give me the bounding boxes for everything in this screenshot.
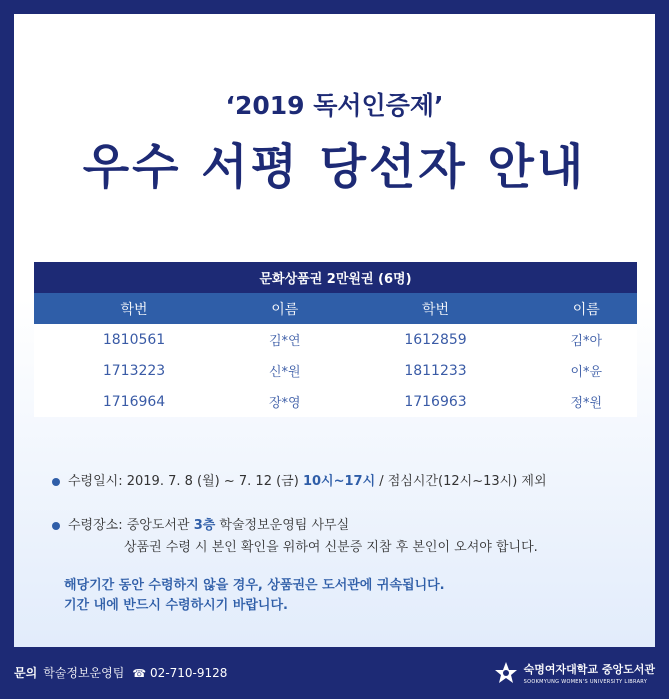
student-id-cell: 1713223 xyxy=(102,362,166,379)
winners-table xyxy=(34,262,637,417)
contact-team: 학술정보운영팀 xyxy=(43,666,125,680)
student-id-cell: 1810561 xyxy=(102,331,166,348)
table-caption-row xyxy=(34,262,637,293)
footer-bar xyxy=(0,647,669,699)
column-header-name: 이름 xyxy=(234,293,335,324)
table-caption: 문화상품권 2만원권 (6명) xyxy=(34,262,637,293)
name-cell: 정*원 xyxy=(570,396,603,411)
poster-body xyxy=(14,14,655,647)
phone-icon: ☎ xyxy=(132,667,147,680)
table-row xyxy=(34,386,637,417)
pickup-id-note: 상품권 수령 시 본인 확인을 위하여 신분증 지참 후 본인이 오셔야 합니다. xyxy=(124,540,538,555)
student-id-cell: 1612859 xyxy=(404,331,467,348)
pickup-place-suffix: 학술정보운영팀 사무실 xyxy=(215,518,350,533)
page-subtitle: ‘2019 독서인증제’ xyxy=(225,91,444,120)
name-cell: 신*원 xyxy=(268,365,301,380)
pickup-place-label: 수령장소: 중앙도서관 xyxy=(68,518,190,533)
contact-label: 문의 xyxy=(14,666,38,680)
column-header-student-id: 학번 xyxy=(34,293,234,324)
student-id-cell: 1716964 xyxy=(102,393,166,410)
pickup-place-info xyxy=(52,514,349,533)
pickup-date-info xyxy=(52,470,547,489)
star-emblem-icon xyxy=(494,661,518,685)
bullet-icon xyxy=(52,522,60,530)
library-logo xyxy=(494,657,655,689)
pickup-date-label: 수령일시: 2019. 7. 8 (월) ~ 7. 12 (금) xyxy=(68,474,299,489)
name-cell: 김*연 xyxy=(268,334,301,349)
name-cell: 이*윤 xyxy=(570,365,603,380)
column-header-student-id: 학번 xyxy=(335,293,535,324)
contact-info xyxy=(14,647,227,699)
student-id-cell: 1811233 xyxy=(404,362,467,379)
table-row xyxy=(34,355,637,386)
page-title: 우수 서평 당선자 안내 xyxy=(82,139,587,195)
student-id-cell: 1716963 xyxy=(404,393,467,410)
bullet-icon xyxy=(52,478,60,486)
notice-line-1: 해당기간 동안 수령하지 않을 경우, 상품권은 도서관에 귀속됩니다. xyxy=(64,578,445,593)
contact-phone: 02-710-9128 xyxy=(150,666,228,680)
notice-line-2: 기간 내에 반드시 수령하시기 바랍니다. xyxy=(64,598,288,613)
pickup-floor: 3층 xyxy=(193,518,216,533)
logo-text-english: SOOKMYUNG WOMEN'S UNIVERSITY LIBRARY xyxy=(523,679,648,685)
name-cell: 장*영 xyxy=(268,396,301,411)
pickup-hours: 10시~17시 xyxy=(302,474,376,489)
table-row xyxy=(34,324,637,355)
table-header-row xyxy=(34,293,637,324)
name-cell: 김*아 xyxy=(570,334,603,349)
pickup-date-suffix: / 점심시간(12시~13시) 제외 xyxy=(375,474,547,489)
column-header-name: 이름 xyxy=(536,293,637,324)
logo-text-korean: 숙명여자대학교 중앙도서관 xyxy=(523,663,655,676)
